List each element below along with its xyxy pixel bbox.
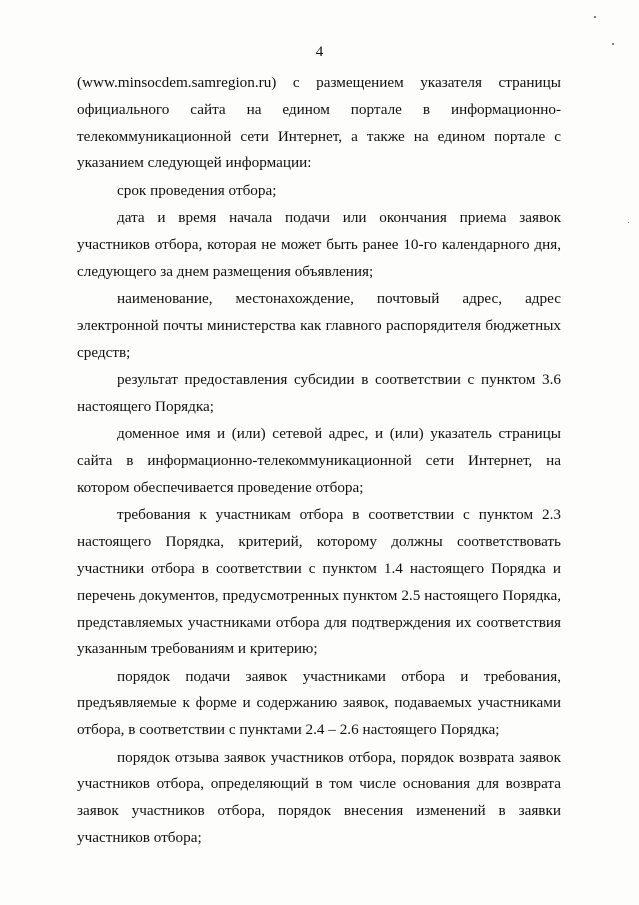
paragraph-submission-procedure: порядок подачи заявок участниками отбора и требования, предъявляемые к форме и содержанию заявок, подаваемых участниками отбора, в соответствии с пунктами 2.4 – 2.6 настоящего Порядка; bbox=[77, 667, 561, 739]
scan-speck bbox=[628, 222, 629, 223]
scan-speck bbox=[594, 16, 596, 18]
paragraph-intro: (www.minsocdem.samregion.ru) с размещением указателя страницы официального сайта на едином портале в информационно-телекоммуникационной сети Интернет, а также на едином портале с указанием следующей информации: bbox=[77, 74, 561, 172]
scan-speck bbox=[612, 43, 614, 45]
page-number: 4 bbox=[315, 44, 324, 60]
document-body bbox=[77, 70, 561, 852]
paragraph-application-dates: дата и время начала подачи или окончания приема заявок участников отбора, которая не может быть ранее 10-го календарного дня, следующего за днем размещения объявления; bbox=[77, 209, 561, 280]
paragraph-subsidy-result: результат предоставления субсидии в соответствии с пунктом 3.6 настоящего Порядка; bbox=[77, 371, 561, 415]
paragraph-domain-name: доменное имя и (или) сетевой адрес, и (или) указатель страницы сайта в информационно-телекоммуникационной сети Интернет, на котором обеспечивается проведение отбора; bbox=[77, 425, 561, 496]
paragraph-participant-requirements: требования к участникам отбора в соответствии с пунктом 2.3 настоящего Порядка, критерий, которому должны соответствовать участники отбора в соответствии с пунктом 1.4 настоящего Порядка и перечень документов, предусмотренных пунктом 2.5 настоящего Порядка, представляемых участниками отбора для подтверждения их соответствия указанным требованиям и критерию; bbox=[77, 506, 561, 658]
paragraph-selection-period: срок проведения отбора; bbox=[117, 181, 277, 199]
paragraph-ministry-contacts: наименование, местонахождение, почтовый адрес, адрес электронной почты министерства как главного распорядителя бюджетных средств; bbox=[77, 290, 561, 361]
paragraph-withdrawal-procedure: порядок отзыва заявок участников отбора, порядок возврата заявок участников отбора, определяющий в том числе основания для возврата заявок участников отбора, порядок внесения изменений в заявки участников отбора; bbox=[77, 748, 561, 847]
